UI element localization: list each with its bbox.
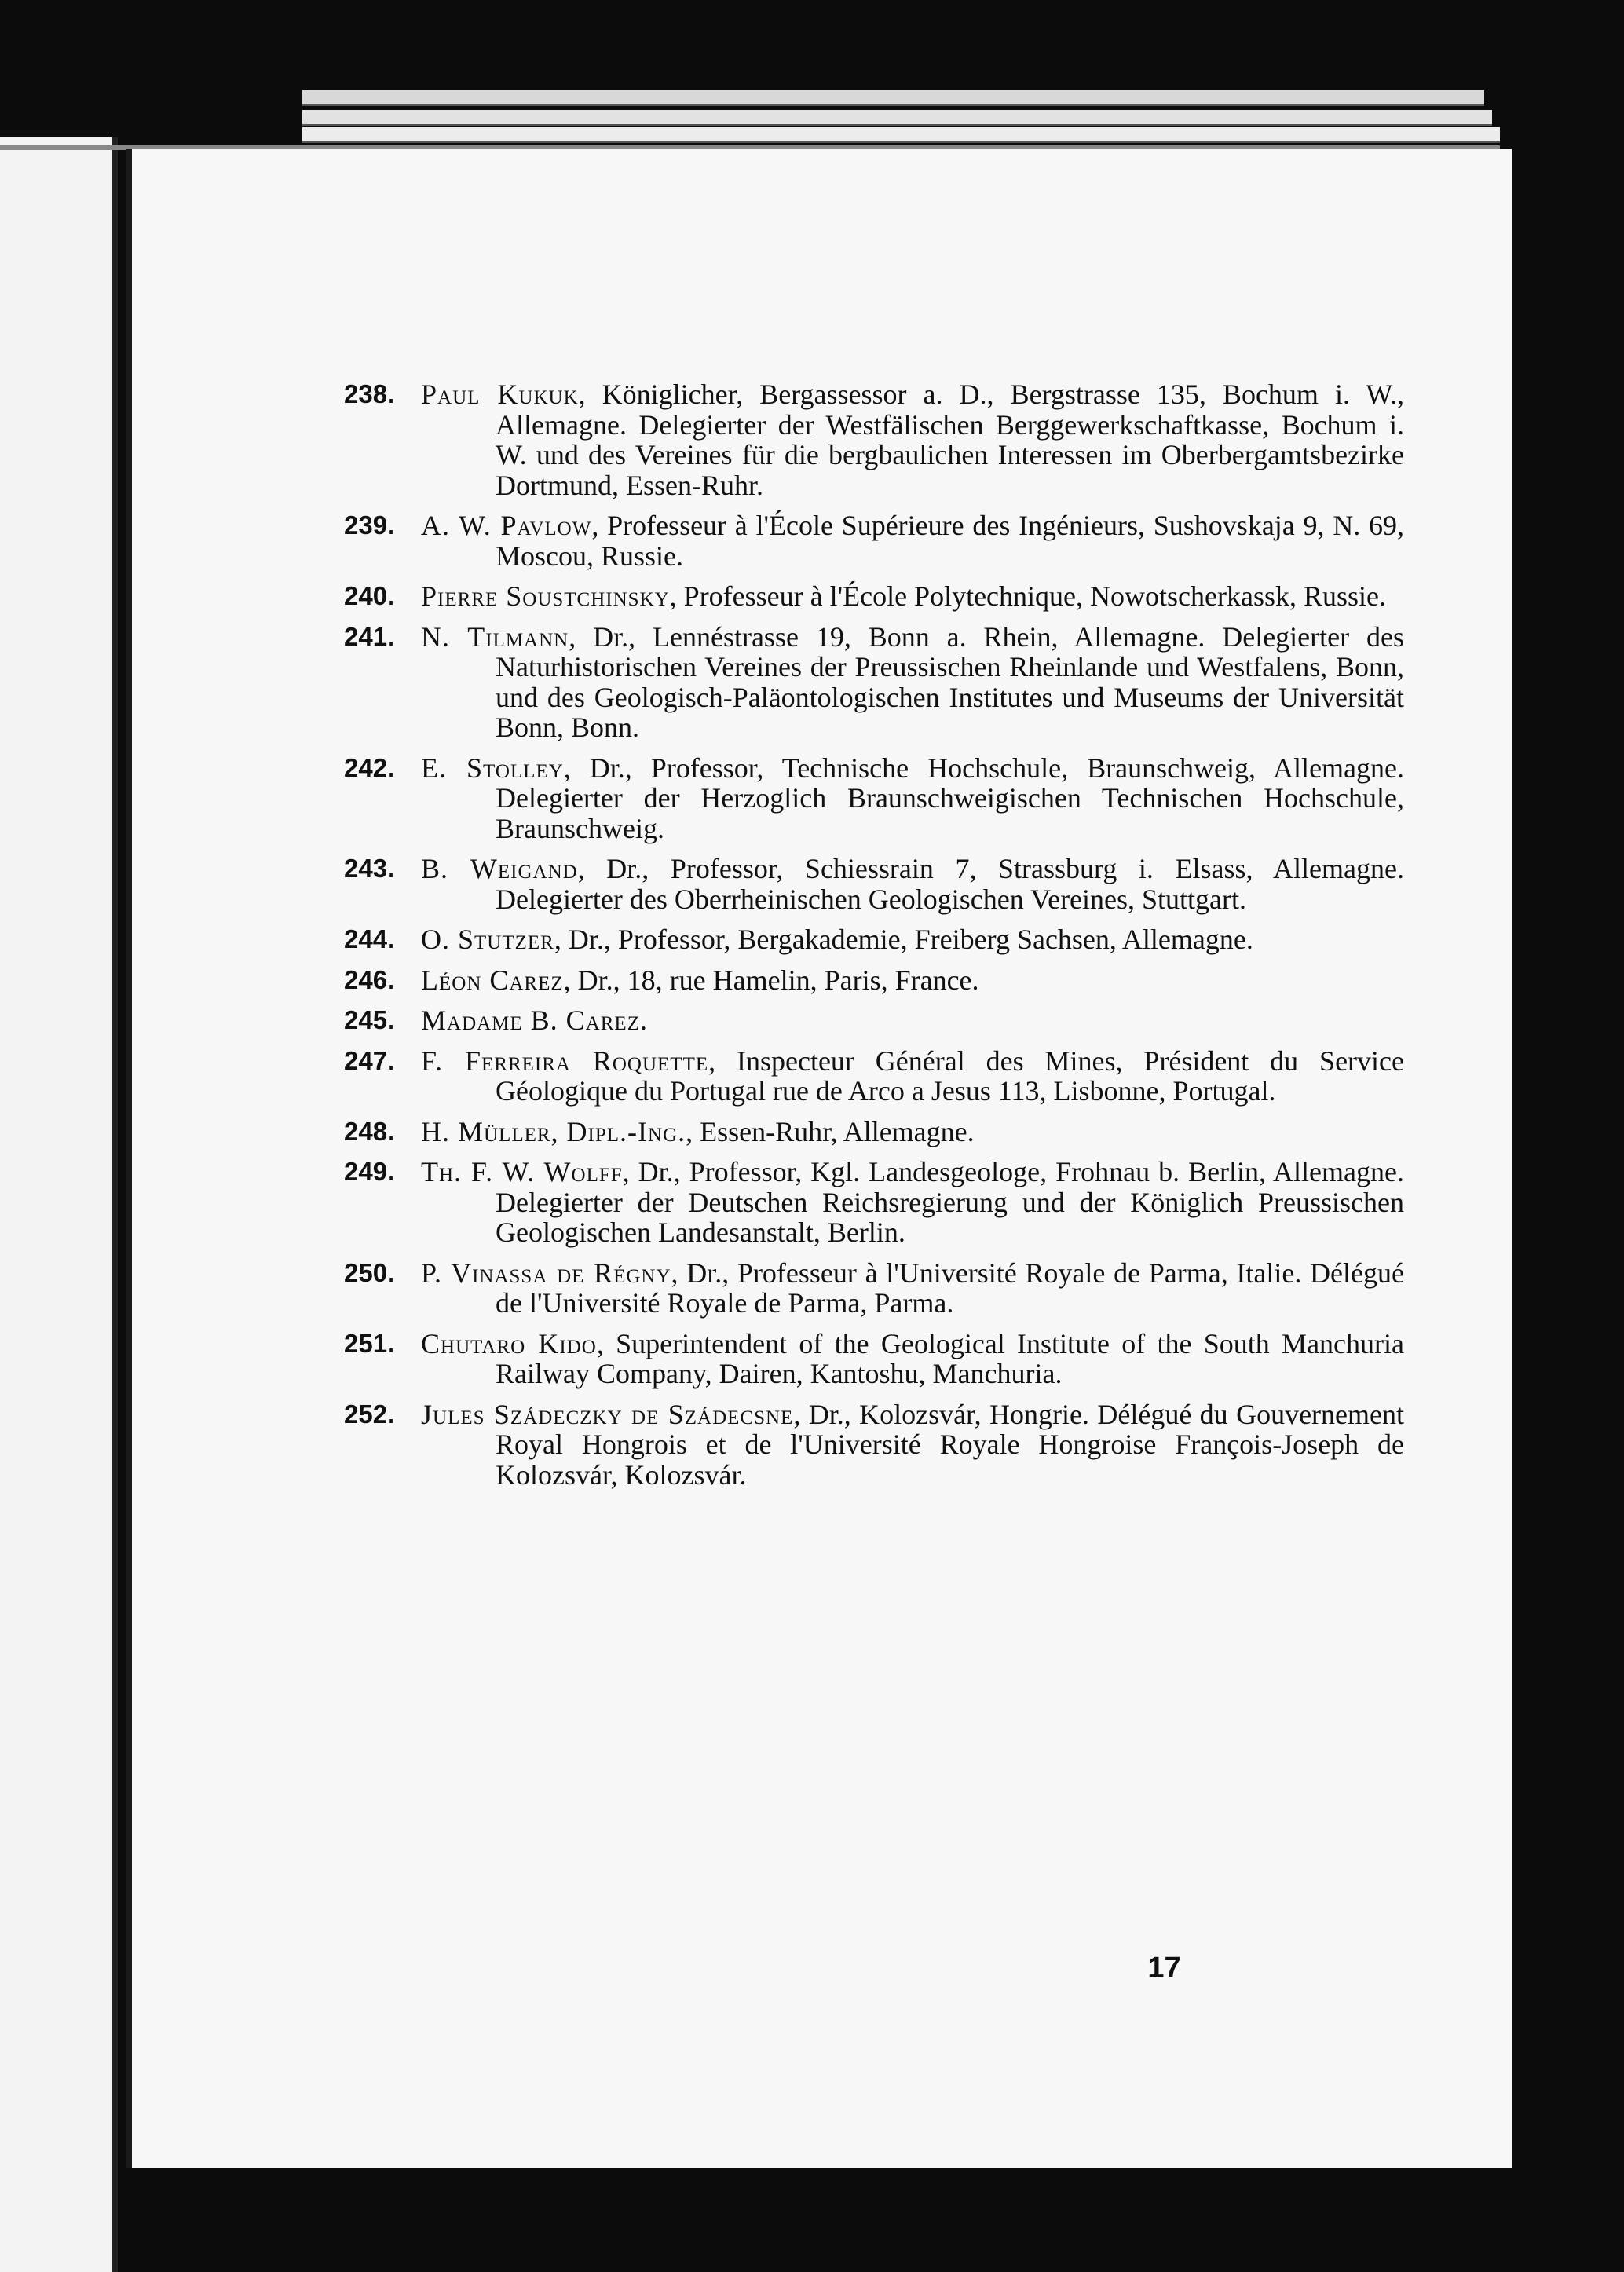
list-item: [344, 924, 1404, 955]
page-number-text: 17: [1147, 1952, 1181, 1985]
entry-body: [421, 924, 1404, 955]
entry-body: [421, 753, 1404, 844]
list-item: [344, 1399, 1404, 1491]
entry-number: 251.: [344, 1328, 395, 1358]
entry-body: [421, 1258, 1404, 1319]
entry-number: 246.: [344, 964, 395, 994]
entry-body: [421, 510, 1404, 571]
entry-text: , Superintendent of the Geological Institute of the South Manchuria Railway Company, Dairen, Kantoshu, Manchuria.: [496, 1327, 1404, 1389]
list-item: [344, 965, 1404, 996]
entry-name: Léon Carez: [421, 964, 564, 996]
entry-number: 242.: [344, 752, 395, 782]
entry-body: [421, 379, 1404, 500]
list-item: [344, 1258, 1404, 1319]
entry-number: 241.: [344, 621, 395, 651]
list-item: [344, 1005, 1404, 1036]
entry-number: 238.: [344, 379, 395, 408]
entry-body: [421, 854, 1404, 914]
entry-text: , Essen-Ruhr, Allemagne.: [686, 1115, 975, 1147]
entry-text: , Dr., Kolozsvár, Hongrie. Délégué du Gouvernement Royal Hongrois et de l'Université Royale Hongroise François-Joseph de Kolozsvár, Kolozsvár.: [496, 1398, 1404, 1491]
entry-number: 252.: [344, 1399, 395, 1429]
entry-name: N. Tilmann: [421, 620, 569, 653]
page-edge: [302, 110, 1492, 126]
entry-number: 248.: [344, 1116, 395, 1146]
list-item: [344, 622, 1404, 743]
list-item: [344, 753, 1404, 844]
entry-list: [344, 379, 1404, 1500]
entry-body: [421, 1399, 1404, 1491]
entry-name: H. Müller, Dipl.-Ing.: [421, 1115, 686, 1147]
entry-name: Pierre Soustchinsky: [421, 580, 670, 612]
entry-text: , Professeur à l'École Supérieure des Ingénieurs, Sushovskaja 9, N. 69, Moscou, Russie.: [496, 510, 1404, 572]
document-page: [126, 149, 1512, 2168]
entry-number: 239.: [344, 510, 395, 540]
entry-number: 243.: [344, 854, 395, 883]
list-item: [344, 581, 1404, 612]
list-item: [344, 854, 1404, 914]
entry-number: 249.: [344, 1157, 395, 1186]
entry-text: , Dr., 18, rue Hamelin, Paris, France.: [563, 964, 979, 996]
page-edge: [302, 127, 1500, 143]
entry-body: [421, 965, 1404, 996]
entry-number: 244.: [344, 924, 395, 953]
entry-text: , Professeur à l'École Polytechnique, Nowotscherkassk, Russie.: [669, 580, 1386, 612]
entry-name: O. Stutzer: [421, 924, 554, 955]
entry-body: [421, 1329, 1404, 1389]
entry-name: Paul Kukuk: [421, 379, 579, 410]
entry-text: , Dr., Professor, Schiessrain 7, Strassburg i. Elsass, Allemagne. Delegierter des Oberrheinischen Geologischen Vereines, Stuttgart.: [496, 853, 1404, 915]
list-item: [344, 1046, 1404, 1107]
entry-name: E. Stolley: [421, 752, 564, 784]
entry-name: B. Weigand: [421, 853, 578, 884]
entry-text: , Dr., Professor, Kgl. Landesgeologe, Frohnau b. Berlin, Allemagne. Delegierter der Deutschen Reichsregierung und der Königlich Preussischen Geologischen Landesanstalt, Berlin.: [496, 1156, 1404, 1248]
entry-number: 245.: [344, 1005, 395, 1034]
entry-number: 250.: [344, 1257, 395, 1287]
entry-text: , Inspecteur Général des Mines, Président du Service Géologique du Portugal rue de Arco a Jesus 113, Lisbonne, Portugal.: [496, 1045, 1405, 1107]
entry-name: Madame B. Carez: [421, 1004, 640, 1036]
list-item: [344, 379, 1404, 500]
page-number: [126, 1952, 1512, 1985]
list-item: [344, 1329, 1404, 1389]
entry-body: [421, 1046, 1404, 1107]
entry-body: [421, 622, 1404, 743]
facing-page-edge: [0, 137, 118, 2272]
entry-body: [421, 1157, 1404, 1248]
entry-text: , Dr., Professor, Bergakademie, Freiberg Sachsen, Allemagne.: [554, 924, 1253, 955]
entry-name: P. Vinassa de Régny: [421, 1257, 671, 1289]
entry-name: F. Ferreira Roquette: [421, 1045, 709, 1077]
entry-text: , Dr., Lennéstrasse 19, Bonn a. Rhein, Allemagne. Delegierter des Naturhistorischen Vereines der Preussischen Rheinlande und Westfalens, Bonn, und des Geologisch-Paläontologischen Institutes und Museums der Universität Bonn, Bonn.: [496, 620, 1404, 743]
entry-name: Jules Szádeczky de Szádecsne: [421, 1398, 794, 1430]
entry-body: [421, 581, 1404, 612]
page-edge: [302, 90, 1484, 106]
entry-text: , Königlicher, Bergassessor a. D., Bergstrasse 135, Bochum i. W., Allemagne. Delegierter der Westfälischen Berggewerkschaftkasse, Bochum i. W. und des Vereines für die bergbaulichen Interessen im Oberbergamtsbezirke Dortmund, Essen-Ruhr.: [496, 379, 1405, 501]
entry-body: [421, 1117, 1404, 1147]
entry-text: , Dr., Professeur à l'Université Royale de Parma, Italie. Délégué de l'Université Royale de Parma, Parma.: [496, 1257, 1404, 1319]
entry-name: Chutaro Kido: [421, 1327, 597, 1359]
list-item: [344, 1117, 1404, 1147]
entry-text: , Dr., Professor, Technische Hochschule, Braunschweig, Allemagne. Delegierter der Herzoglich Braunschweigischen Technischen Hochschule, Braunschweig.: [496, 752, 1405, 844]
entry-text: .: [639, 1004, 647, 1036]
entry-name: A. W. Pavlow: [421, 510, 592, 541]
list-item: [344, 510, 1404, 571]
entry-number: 240.: [344, 581, 395, 610]
entry-number: 247.: [344, 1045, 395, 1075]
entry-name: Th. F. W. Wolff: [421, 1156, 623, 1187]
entry-body: [421, 1005, 1404, 1036]
list-item: [344, 1157, 1404, 1248]
